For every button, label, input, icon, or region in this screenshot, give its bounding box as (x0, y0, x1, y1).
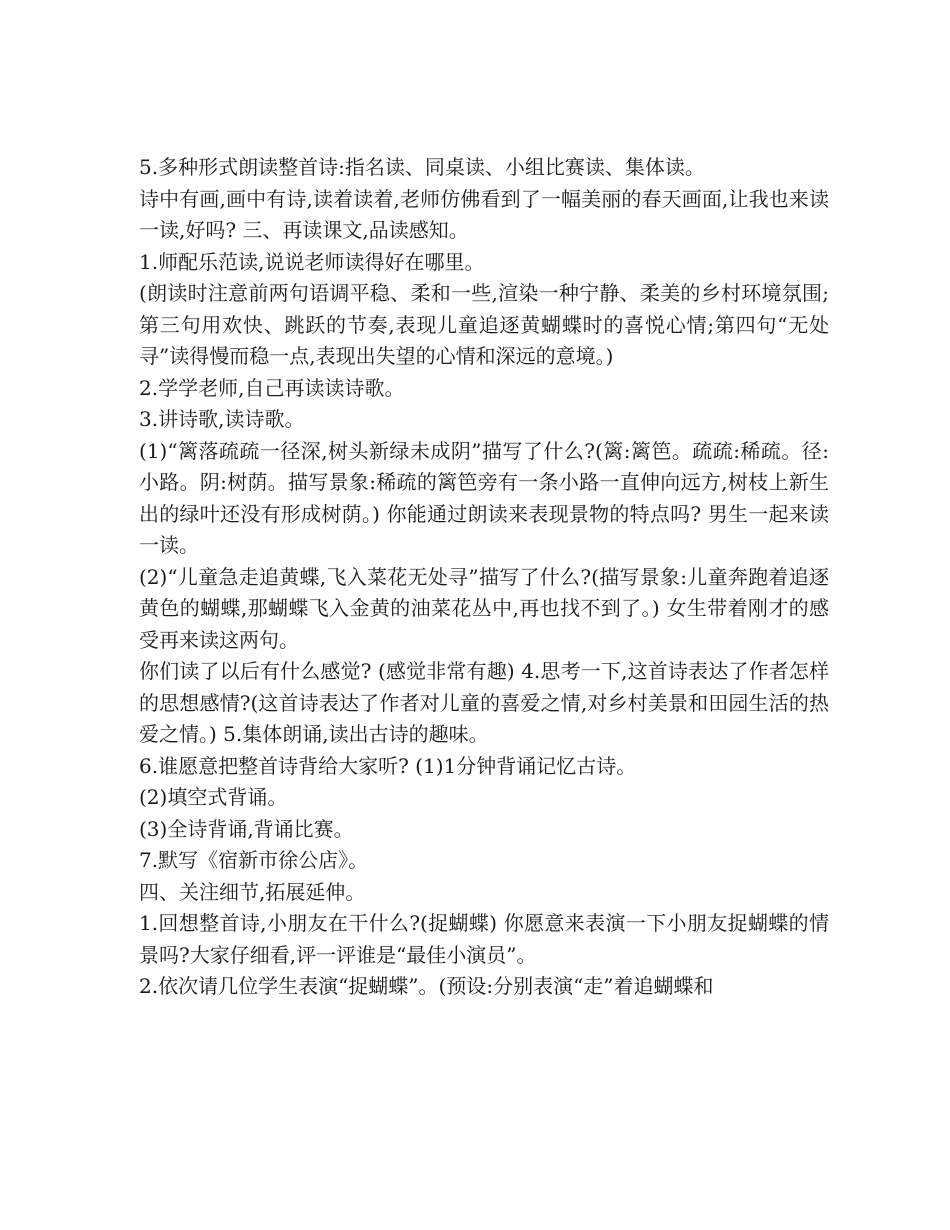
paragraph-recall-poem: 1.回想整首诗,小朋友在干什么?(捉蝴蝶) 你愿意来表演一下小朋友捉蝴蝶的情景吗?大家仔细看,评一评谁是“最佳小演员”。 (139, 911, 829, 967)
paragraph-dictation: 7.默写《宿新市徐公店》。 (139, 848, 369, 872)
paragraph-learn-teacher: 2.学学老师,自己再读读诗歌。 (139, 375, 405, 400)
paragraph-feelings: 你们读了以后有什么感觉? (感觉非常有趣) 4.思考一下,这首诗表达了作者怎样的思想感情?(这首诗表达了作者对儿童的喜爱之情,对乡村美景和田园生活的热爱之情。) 5.集体朗诵,读出古诗的趣味。 (139, 659, 829, 746)
document-body (139, 152, 829, 1003)
section-heading-four: 四、关注细节,拓展延伸。 (139, 879, 366, 904)
paragraph-line-one-two: (1)“篱落疏疏一径深,树头新绿未成阴”描写了什么?(篱:篱笆。疏疏:稀疏。径:小路。阴:树荫。描写景象:稀疏的篱笆旁有一条小路一直伸向远方,树枝上新生出的绿叶还没有形成树荫。) 你能通过朗读来表现景物的特点吗? 男生一起来读一读。 (139, 438, 829, 557)
paragraph-fill-recite: (2)填空式背诵。 (139, 785, 288, 809)
paragraph-recite: 6.谁愿意把整首诗背给大家听? (1)1分钟背诵记忆古诗。 (139, 753, 637, 778)
paragraph-reading-forms: 5.多种形式朗读整首诗:指名读、同桌读、小组比赛读、集体读。 (139, 155, 705, 179)
paragraph-explain-poem: 3.讲诗歌,读诗歌。 (139, 407, 305, 431)
paragraph-line-three-four: (2)“儿童急走追黄蝶,飞入菜花无处寻”描写了什么?(描写景象:儿童奔跑着追逐黄色的蝴蝶,那蝴蝶飞入金黄的油菜花丛中,再也找不到了。) 女生带着刚才的感受再来读这两句。 (139, 564, 829, 652)
paragraph-reading-notes: (朗读时注意前两句语调平稳、柔和一些,渲染一种宁静、柔美的乡村环境氛围;第三句用欢快、跳跃的节奏,表现儿童追逐黄蝴蝶时的喜悦心情;第四句“无处寻”读得慢而稳一点,表现出失望的心情和深远的意境。) (139, 281, 829, 368)
paragraph-full-recite: (3)全诗背诵,背诵比赛。 (139, 816, 354, 841)
paragraph-perform: 2.依次请几位学生表演“捉蝴蝶”。(预设:分别表演“走”着追蝴蝶和 (139, 974, 714, 998)
paragraph-teacher-reading: 1.师配乐范读,说说老师读得好在哪里。 (139, 249, 485, 274)
paragraph-poem-picture: 诗中有画,画中有诗,读着读着,老师仿佛看到了一幅美丽的春天画面,让我也来读一读,好吗? 三、再读课文,品读感知。 (139, 186, 829, 242)
